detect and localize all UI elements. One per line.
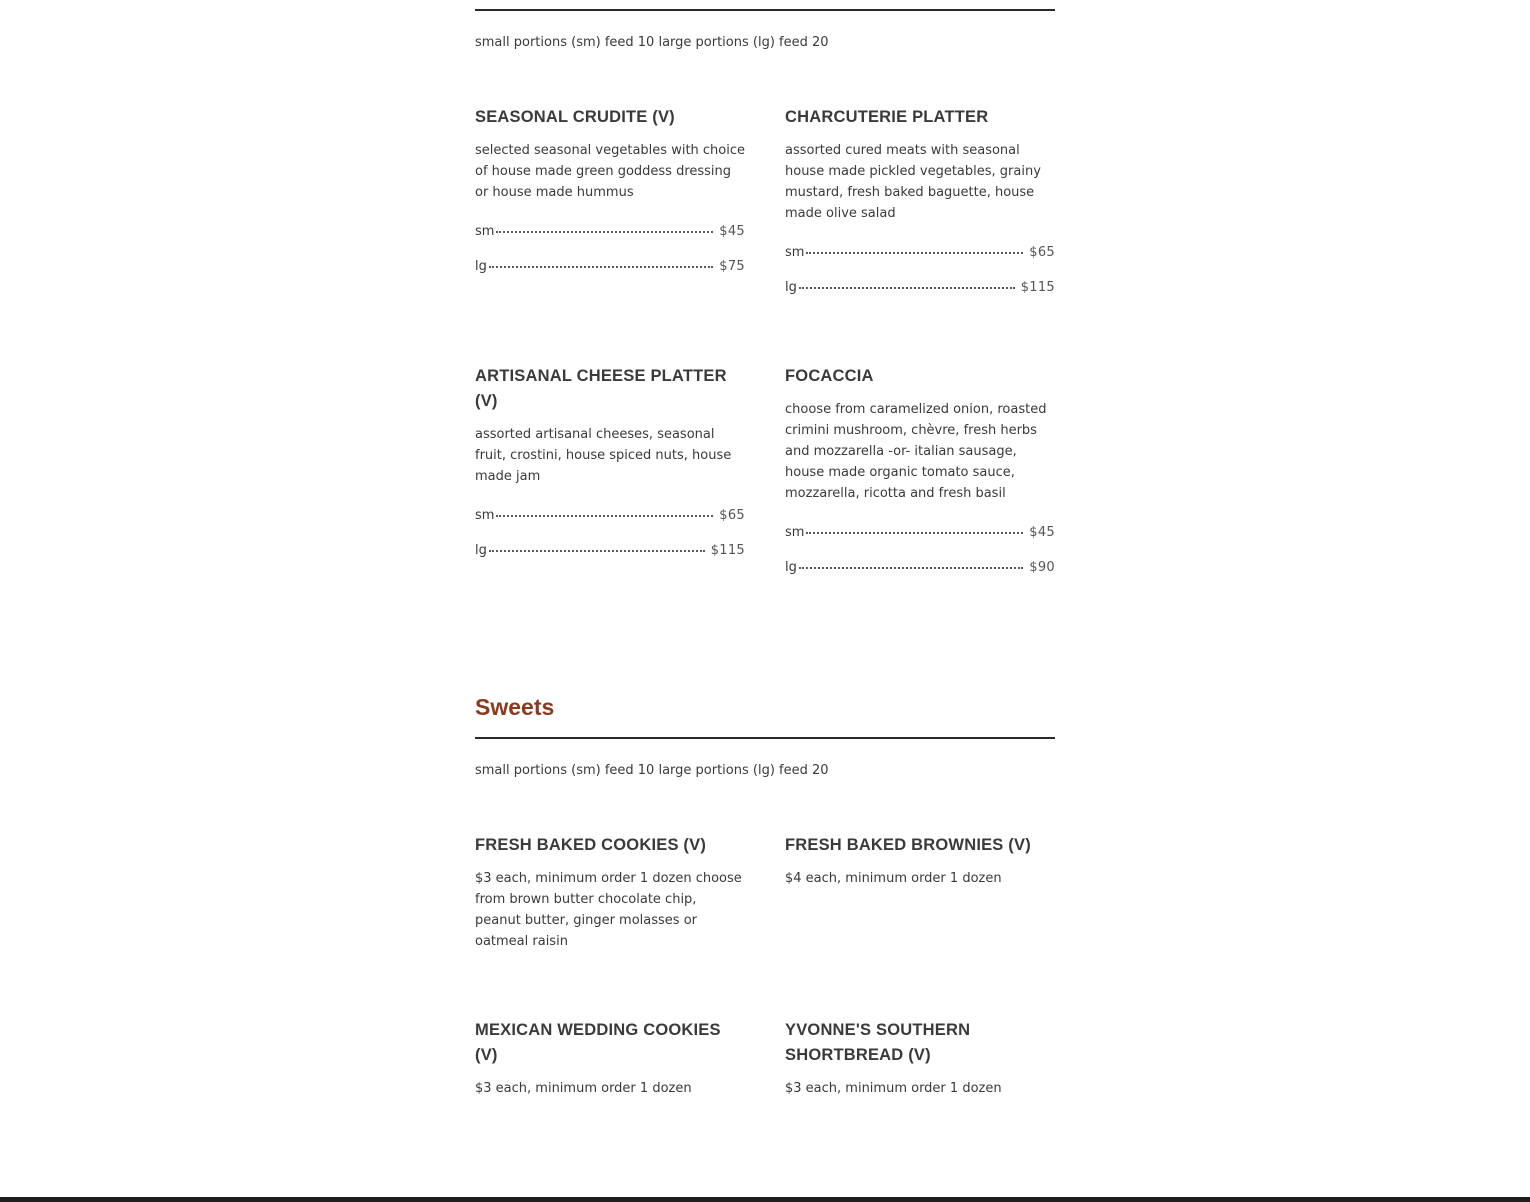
menu-grid-row xyxy=(475,105,1055,298)
item-description: $3 each, minimum order 1 dozen xyxy=(475,1081,692,1096)
footer-bar xyxy=(0,1197,1530,1202)
menu-item-charcuterie-platter xyxy=(785,105,1055,298)
portion-size: sm xyxy=(475,224,495,239)
portion-size: sm xyxy=(785,245,805,260)
price-row-lg xyxy=(785,277,1055,298)
price: $90 xyxy=(1029,560,1055,575)
item-description: selected seasonal vegetables with choice of house made green goddess dressing or house made hummus xyxy=(475,143,746,200)
menu-item-fresh-baked-brownies xyxy=(785,833,1055,952)
item-description: assorted artisanal cheeses, seasonal fruit, crostini, house spiced nuts, house made jam xyxy=(475,427,732,484)
section-divider xyxy=(475,9,1055,11)
portion-size: lg xyxy=(785,280,797,295)
item-description: $3 each, minimum order 1 dozen xyxy=(785,1081,1002,1096)
item-title: YVONNE'S SOUTHERN SHORTBREAD (V) xyxy=(785,1021,971,1064)
price: $115 xyxy=(1020,280,1055,295)
price: $65 xyxy=(1029,245,1055,260)
menu-item-focaccia xyxy=(785,364,1055,578)
price-row-sm xyxy=(785,242,1055,263)
portion-size: sm xyxy=(785,525,805,540)
price-row-lg xyxy=(475,256,745,277)
price: $45 xyxy=(719,224,745,239)
menu-grid-row xyxy=(475,1018,1055,1099)
menu-grid-row xyxy=(475,833,1055,952)
item-description: $4 each, minimum order 1 dozen xyxy=(785,871,1002,886)
portion-note: small portions (sm) feed 10 large portions (lg) feed 20 xyxy=(475,35,829,50)
price: $75 xyxy=(719,259,745,274)
menu-container xyxy=(475,0,1055,1099)
dot-leader xyxy=(489,550,705,552)
price-row-sm xyxy=(475,505,745,526)
dot-leader xyxy=(799,567,1023,569)
price-row-lg xyxy=(785,557,1055,578)
portion-size: lg xyxy=(785,560,797,575)
dot-leader xyxy=(806,532,1023,534)
dot-leader xyxy=(496,231,713,233)
dot-leader xyxy=(806,252,1023,254)
price: $115 xyxy=(710,543,745,558)
dot-leader xyxy=(489,266,713,268)
item-description: assorted cured meats with seasonal house made pickled vegetables, grainy mustard, fresh baked baguette, house made olive salad xyxy=(785,143,1041,221)
item-title: FRESH BAKED BROWNIES (V) xyxy=(785,836,1031,854)
item-title: CHARCUTERIE PLATTER xyxy=(785,108,989,126)
price-row-sm xyxy=(475,221,745,242)
price-row-lg xyxy=(475,540,745,561)
price: $45 xyxy=(1029,525,1055,540)
section-title-sweets: Sweets xyxy=(475,694,555,720)
price-row-sm xyxy=(785,522,1055,543)
portion-size: sm xyxy=(475,508,495,523)
item-title: MEXICAN WEDDING COOKIES (V) xyxy=(475,1021,721,1064)
menu-item-artisanal-cheese-platter xyxy=(475,364,745,578)
portion-size: lg xyxy=(475,259,487,274)
menu-item-seasonal-crudite xyxy=(475,105,745,298)
menu-item-fresh-baked-cookies xyxy=(475,833,745,952)
item-title: SEASONAL CRUDITE (V) xyxy=(475,108,675,126)
item-description: choose from caramelized onion, roasted crimini mushroom, chèvre, fresh herbs and mozzarella -or- italian sausage, house made organic tomato sauce, mozzarella, ricotta and fresh basil xyxy=(785,402,1047,501)
item-title: ARTISANAL CHEESE PLATTER (V) xyxy=(475,367,727,410)
dot-leader xyxy=(496,515,713,517)
portion-note: small portions (sm) feed 10 large portions (lg) feed 20 xyxy=(475,763,829,778)
item-title: FOCACCIA xyxy=(785,367,874,385)
menu-item-mexican-wedding-cookies xyxy=(475,1018,745,1099)
section-divider xyxy=(475,737,1055,739)
menu-item-yvonnes-southern-shortbread xyxy=(785,1018,1055,1099)
item-description: $3 each, minimum order 1 dozen choose from brown butter chocolate chip, peanut butter, ginger molasses or oatmeal raisin xyxy=(475,871,742,949)
dot-leader xyxy=(799,287,1015,289)
price: $65 xyxy=(719,508,745,523)
item-title: FRESH BAKED COOKIES (V) xyxy=(475,836,707,854)
menu-grid-row xyxy=(475,364,1055,578)
portion-size: lg xyxy=(475,543,487,558)
